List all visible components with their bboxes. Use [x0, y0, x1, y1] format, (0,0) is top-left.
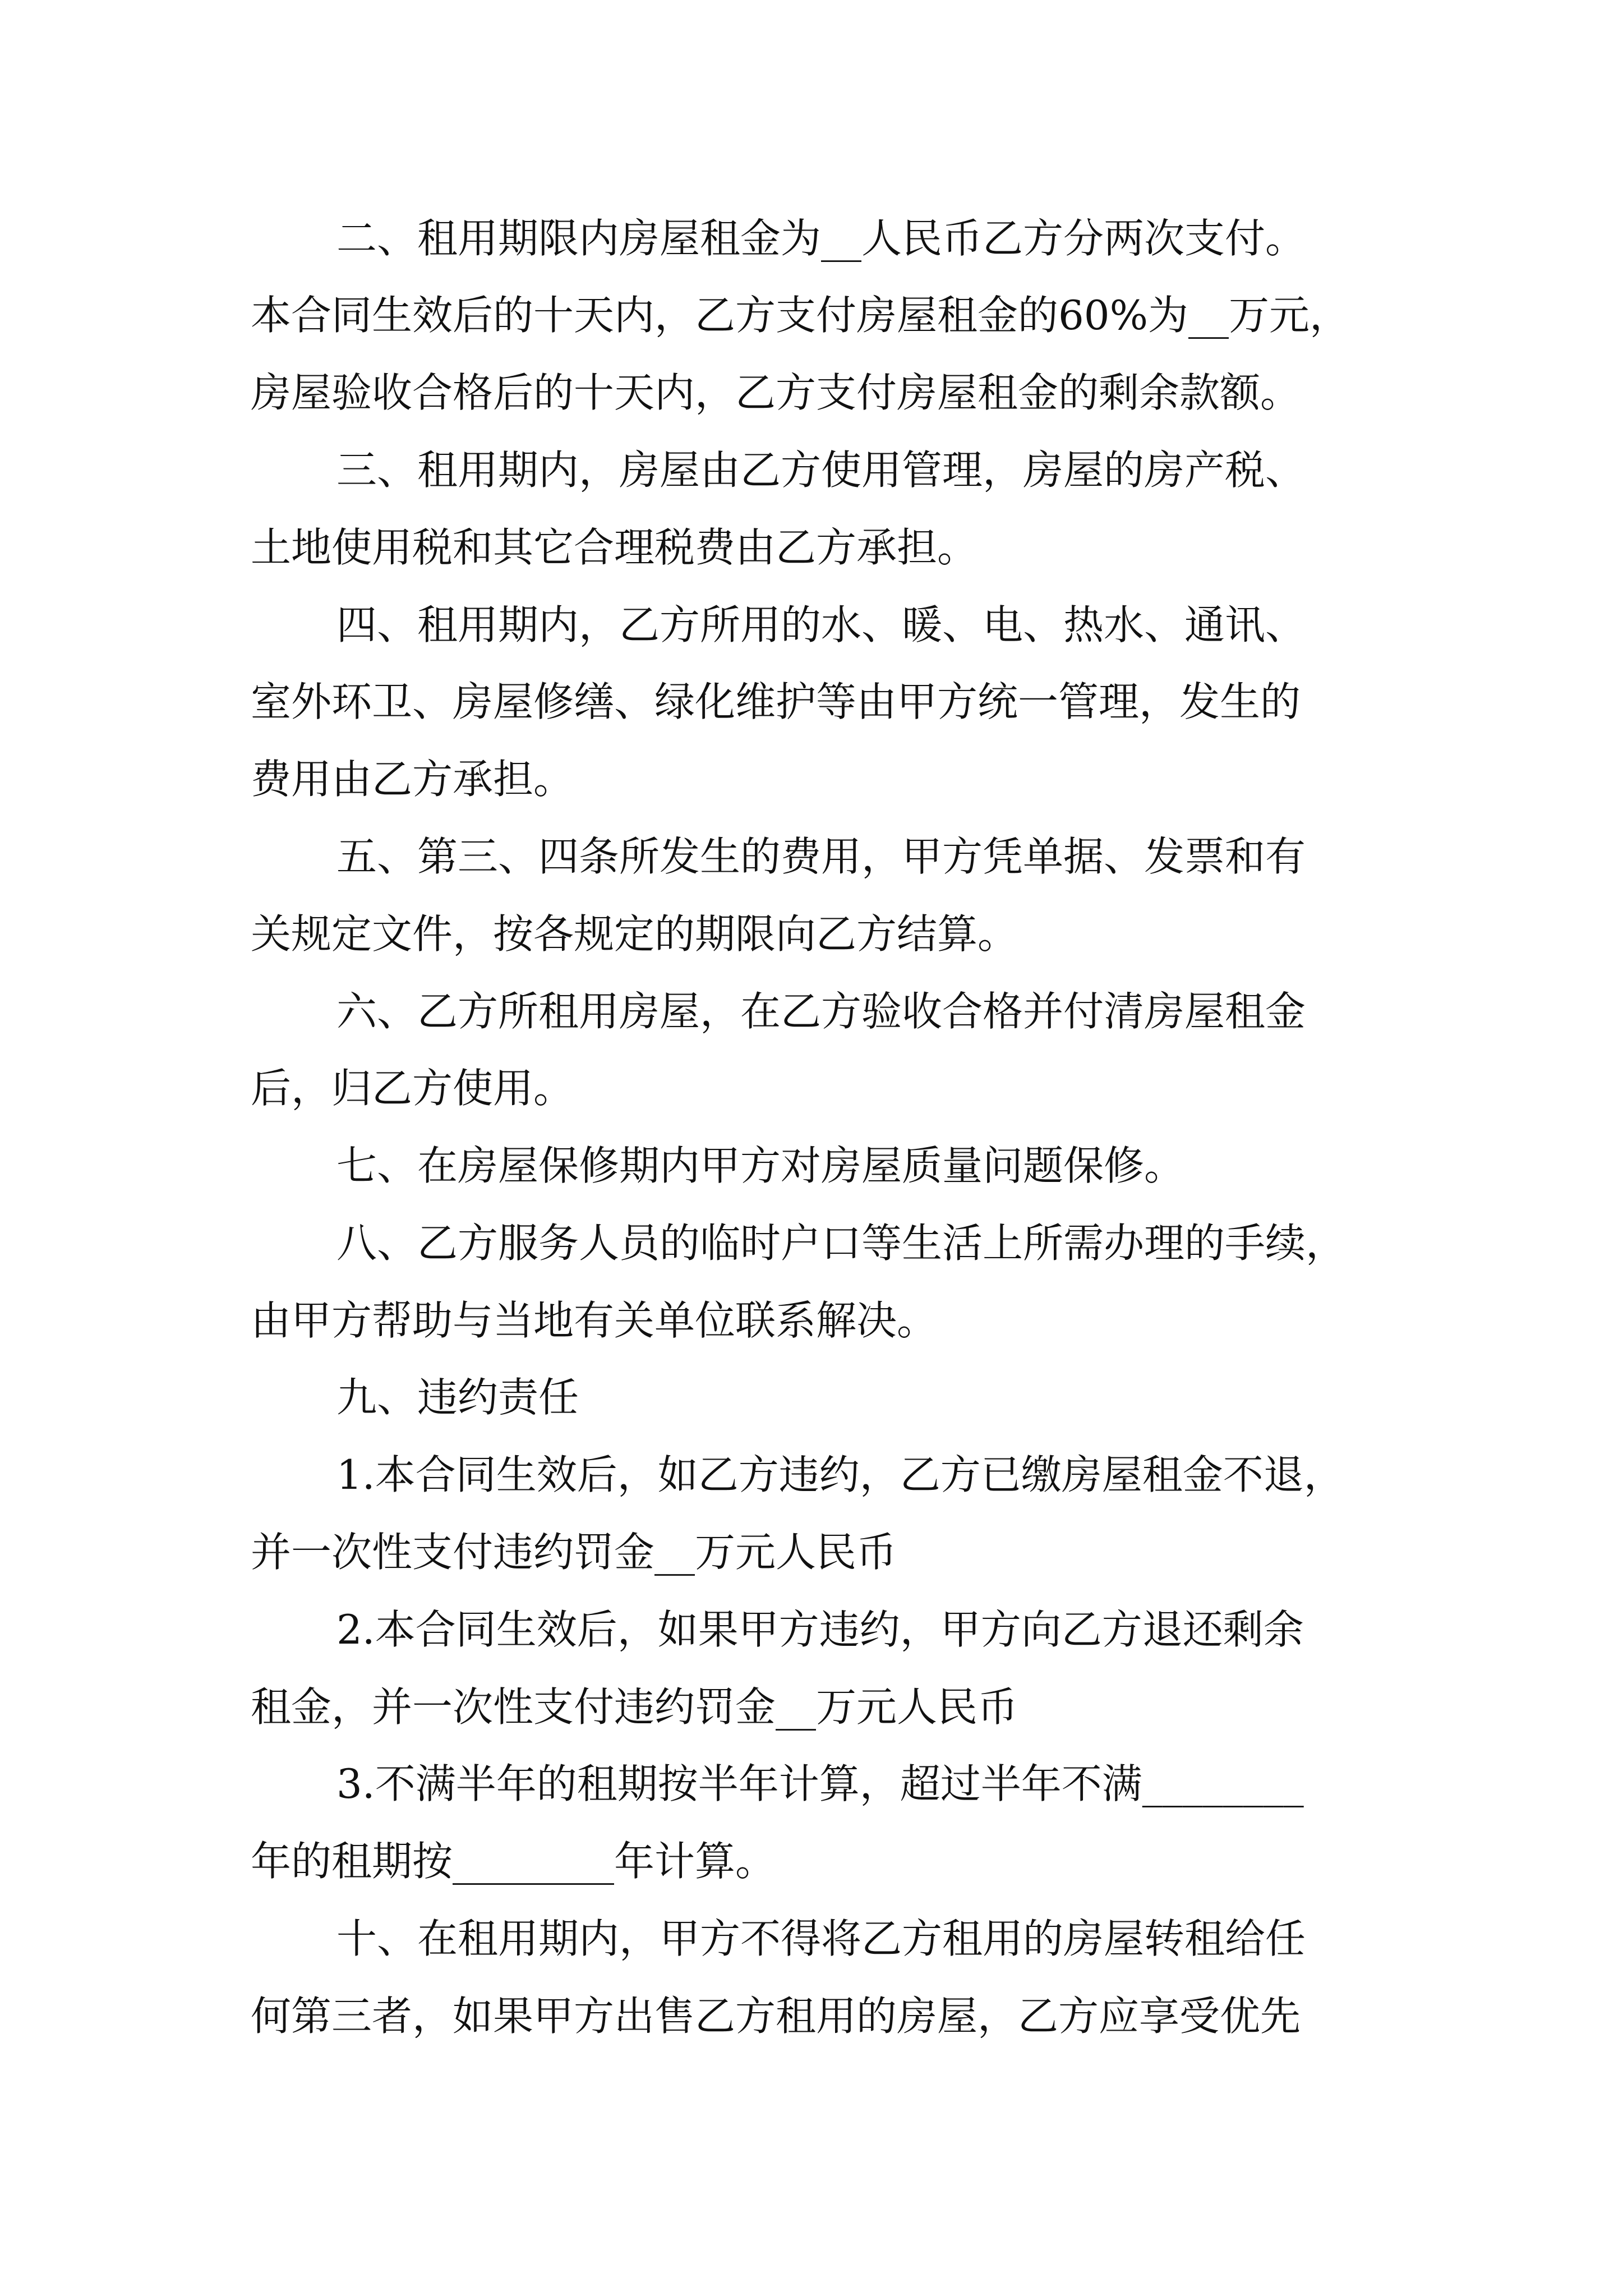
paragraph-line: 六、乙方所租用房屋，在乙方验收合格并付清房屋租金 [336, 988, 1306, 1035]
paragraph-line: 何第三者，如果甲方出售乙方租用的房屋，乙方应享受优先 [251, 1993, 1301, 2040]
paragraph-line: 并一次性支付违约罚金__万元人民币 [251, 1529, 897, 1576]
paragraph-line: 八、乙方服务人员的临时户口等生活上所需办理的手续， [336, 1220, 1347, 1267]
paragraph-line: 3.不满半年的租期按半年计算，超过半年不满________ [336, 1760, 1304, 1807]
section-heading: 九、违约责任 [336, 1374, 579, 1421]
paragraph-line: 由甲方帮助与当地有关单位联系解决。 [251, 1297, 938, 1344]
paragraph-line: 十、在租用期内，甲方不得将乙方租用的房屋转租给任 [336, 1915, 1306, 1962]
paragraph-line: 1.本合同生效后，如乙方违约，乙方已缴房屋租金不退， [336, 1451, 1344, 1498]
paragraph-line: 四、租用期内，乙方所用的水、暖、电、热水、通讯、 [336, 601, 1306, 648]
paragraph-line: 租金，并一次性支付违约罚金__万元人民币 [251, 1683, 1018, 1731]
paragraph-line: 关规定文件，按各规定的期限向乙方结算。 [251, 910, 1018, 958]
paragraph-line: 二、租用期限内房屋租金为__人民币乙方分两次支付。 [336, 215, 1306, 262]
paragraph-line: 土地使用税和其它合理税费由乙方承担。 [251, 524, 978, 571]
paragraph-line: 本合同生效后的十天内，乙方支付房屋租金的60%为__万元， [251, 292, 1350, 339]
paragraph-line: 费用由乙方承担。 [251, 756, 574, 803]
paragraph-line: 年的租期按________年计算。 [251, 1838, 776, 1885]
paragraph-line: 后，归乙方使用。 [251, 1065, 574, 1112]
paragraph-line: 室外环卫、房屋修缮、绿化维护等由甲方统一管理，发生的 [251, 678, 1301, 725]
paragraph-line: 七、在房屋保修期内甲方对房屋质量问题保修。 [336, 1142, 1185, 1189]
paragraph-line: 2.本合同生效后，如果甲方违约，甲方向乙方退还剩余 [336, 1606, 1304, 1653]
paragraph-line: 房屋验收合格后的十天内，乙方支付房屋租金的剩余款额。 [251, 369, 1301, 416]
paragraph-line: 五、第三、四条所发生的费用，甲方凭单据、发票和有 [336, 833, 1306, 880]
paragraph-line: 三、租用期内，房屋由乙方使用管理，房屋的房产税、 [336, 447, 1306, 494]
